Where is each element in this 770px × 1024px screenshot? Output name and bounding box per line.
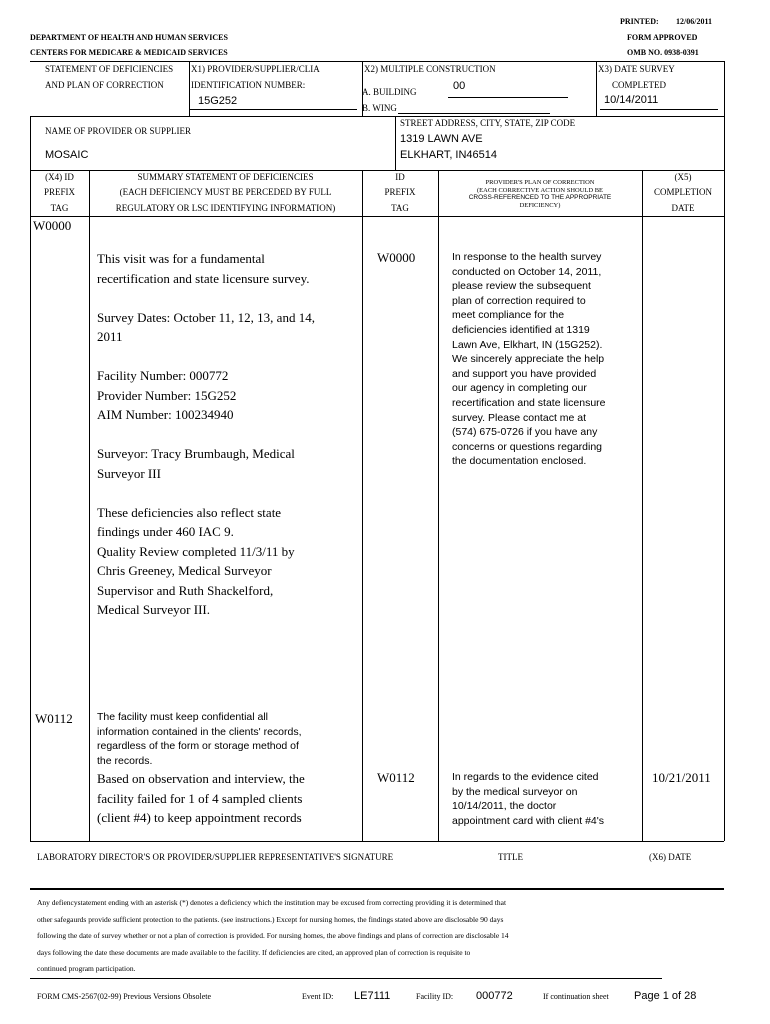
top-box-bottom <box>30 116 724 117</box>
x3-label: X3) DATE SURVEY <box>598 64 675 74</box>
department-heading: DEPARTMENT OF HEALTH AND HUMAN SERVICES <box>30 33 228 42</box>
id-header-1: ID <box>395 172 405 182</box>
divider-x3 <box>596 61 597 116</box>
summary-header-1: SUMMARY STATEMENT OF DEFICIENCIES <box>137 172 314 182</box>
plan-header-4: DEFICIENCY) <box>519 201 561 209</box>
statement-label-2: AND PLAN OF CORRECTION <box>45 80 164 90</box>
provider-name-value: MOSAIC <box>45 149 89 161</box>
col-divider-4 <box>642 170 643 841</box>
tag-w0112: W0112 <box>35 711 73 726</box>
form-number: FORM CMS-2567(02-99) Previous Versions Obsolete <box>37 992 212 1001</box>
signature-bottom-rule <box>30 888 724 890</box>
x2-label: X2) MULTIPLE CONSTRUCTION <box>364 64 496 74</box>
summary-w0112-finding: Based on observation and interview, the facility failed for 1 of 4 sampled clients (client #4) to keep appointment records <box>97 771 305 825</box>
printed-label: PRINTED: <box>620 17 659 26</box>
footnote-line-1: Any defiencystatement ending with an asterisk (*) denotes a deficiency which the institution may be excused from correcting providing it is determined that <box>37 898 507 907</box>
right-border-main <box>724 170 725 841</box>
right-border-top <box>724 61 725 170</box>
tag-w0000-right: W0000 <box>377 250 416 265</box>
left-border-provider <box>30 116 31 170</box>
x5-header-1: (X5) <box>674 172 692 182</box>
address-line-2: ELKHART, IN46514 <box>400 149 498 161</box>
x3-underline <box>600 109 718 110</box>
title-label: TITLE <box>498 852 523 862</box>
plan-w0000: In response to the health survey conducted on October 14, 2011, please review the subsequent plan of correction required to meet compliance for the deficiencies identified at 1319 Lawn Ave, Elkhart, IN (15G252). We sincerely appreciate the help and support you have provided our agency in completing our recertification and state licensure survey. Please contact me at (574) 675-0726 if you have any concerns or questions regarding the documentation enclosed. <box>452 251 606 468</box>
form-approved: FORM APPROVED <box>627 33 698 42</box>
plan-header <box>438 179 642 209</box>
provider-name-label: NAME OF PROVIDER OR SUPPLIER <box>45 126 192 136</box>
centers-heading: CENTERS FOR MEDICARE & MEDICAID SERVICES <box>30 48 228 57</box>
building-label: A. BUILDING <box>362 87 417 97</box>
address-line-1: 1319 LAWN AVE <box>400 133 483 145</box>
footnote <box>37 895 717 978</box>
omb-number: OMB NO. 0938-0391 <box>627 48 699 57</box>
event-id-value: LE7111 <box>354 990 391 1002</box>
wing-underline <box>398 113 550 114</box>
footnote-line-3: following the date of survey whether or not a plan of correction is provided. For nursing homes, the above findings and plans of correction are disclosable 14 <box>37 931 509 940</box>
event-id-label: Event ID: <box>302 992 334 1001</box>
summary-w0000: This visit was for a fundamental recertification and state licensure survey. Survey Dates: October 11, 12, 13, and 14, 2011 Facility Number: 000772 Provider Number: 15G252 AIM Number: 100234940 Surveyor: Tracy Brumbaugh, Medical Surveyor III These deficiencies also reflect state findings under 460 IAC 9. Quality Review completed 11/3/11 by Chris Greeney, Medical Surveyor Supervisor and Ruth Shackelford, Medical Surveyor III. <box>97 251 315 617</box>
x1-label: X1) PROVIDER/SUPPLIER/CLIA <box>191 64 320 74</box>
left-border-main <box>30 170 31 841</box>
summary-header-2: (EACH DEFICIENCY MUST BE PERCEDED BY FULL <box>119 187 332 197</box>
tag-w0000: W0000 <box>33 218 72 233</box>
x3-sublabel: COMPLETED <box>612 80 666 90</box>
footnote-line-2: other safegaurds provide sufficient protection to the patients. (see instructions.) Except for nursing homes, the findings stated above are disclosable 90 days <box>37 914 504 924</box>
address-label: STREET ADDRESS, CITY, STATE, ZIP CODE <box>400 118 576 128</box>
col-divider-3 <box>438 170 439 841</box>
table-bottom <box>30 841 724 842</box>
summary-w0112-standard: The facility must keep confidential all information contained in the clients' records, regardless of the form or storage method of the records. <box>97 711 302 767</box>
page-number: Page 1 of 28 <box>634 990 697 1002</box>
id-header-2: PREFIX <box>384 187 416 197</box>
x4-header-2: PREFIX <box>43 187 75 197</box>
plan-header-1: PROVIDER'S PLAN OF CORRECTION <box>485 179 595 186</box>
provider-bottom <box>30 170 724 171</box>
x5-header-2: COMPLETION <box>654 187 712 197</box>
completion-date-w0112: 10/21/2011 <box>652 770 711 785</box>
building-underline <box>448 97 568 98</box>
x1-sublabel: IDENTIFICATION NUMBER: <box>191 80 306 90</box>
id-header-3: TAG <box>391 203 409 213</box>
statement-label-1: STATEMENT OF DEFICIENCIES <box>45 64 174 74</box>
continuation-label: If continuation sheet <box>543 992 609 1001</box>
footnote-bottom-rule <box>30 978 662 979</box>
printed-date: 12/06/2011 <box>676 17 713 26</box>
plan-header-3: CROSS-REFERENCED TO THE APPROPRIATE <box>468 194 612 201</box>
x4-header-1: (X4) ID <box>45 172 74 182</box>
summary-header-3: REGULATORY OR LSC IDENTIFYING INFORMATION) <box>115 203 336 213</box>
survey-date-value: 10/14/2011 <box>604 94 659 106</box>
building-value: 00 <box>453 80 466 92</box>
provider-id-value: 15G252 <box>198 95 238 107</box>
facility-id-value: 000772 <box>476 990 513 1002</box>
facility-id-label: Facility ID: <box>416 992 454 1001</box>
col-divider-2 <box>362 170 363 841</box>
divider-x1 <box>189 61 190 116</box>
plan-header-2: (EACH CORRECTIVE ACTION SHOULD BE <box>476 186 604 194</box>
plan-w0112: In regards to the evidence cited by the medical surveyor on 10/14/2011, the doctor appointment card with client #4's <box>452 771 605 827</box>
director-signature-label: LABORATORY DIRECTOR'S OR PROVIDER/SUPPLIER REPRESENTATIVE'S SIGNATURE <box>37 852 394 862</box>
x1-underline <box>189 109 357 110</box>
footnote-line-5: continued program participation. <box>37 964 136 973</box>
x4-header-3: TAG <box>50 203 69 213</box>
footnote-line-4: days following the date these documents are made available to the facility. If deficiencies are cited, an approved plan of correction is requisite to <box>37 947 471 957</box>
x5-header-3: DATE <box>671 203 695 213</box>
x6-date-label: (X6) DATE <box>649 852 692 862</box>
provider-divider <box>395 116 396 170</box>
tag-w0112-right: W0112 <box>377 770 415 785</box>
col-divider-1 <box>89 170 90 841</box>
top-border <box>30 61 724 62</box>
wing-label: B. WING <box>362 103 397 113</box>
column-header-bottom <box>30 216 724 217</box>
